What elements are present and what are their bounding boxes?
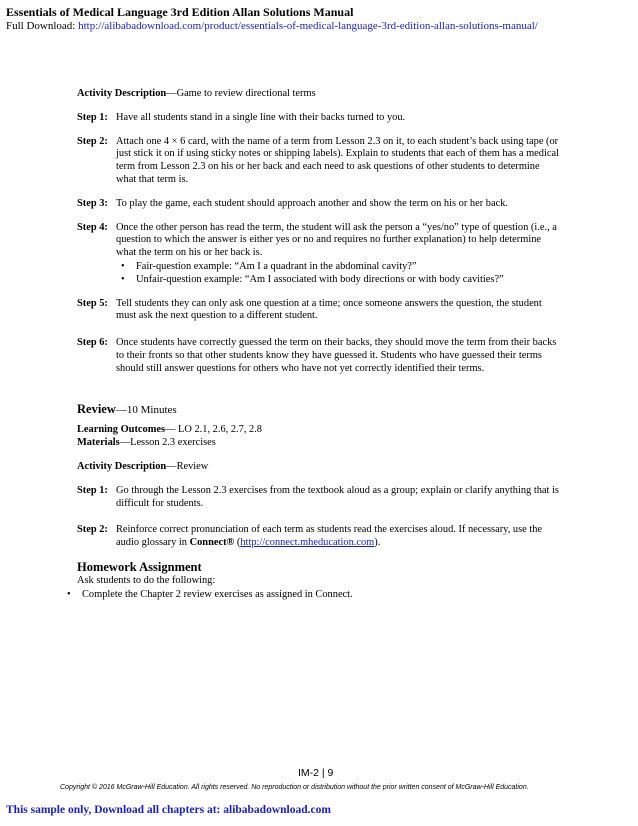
review-activity-label: Activity Description [77,460,167,472]
step-label: Step 6: [77,337,108,349]
review-activity-text: —Review [166,460,209,472]
step-text: Go through the Lesson 2.3 exercises from the textbook aloud as a group; explain or clarify anything that is difficult for students. [116,484,559,509]
step-4 [77,222,559,287]
homework-intro: Ask students to do the following: [77,574,216,586]
step-text: Once the other person has read the term, the student will ask the person a “yes/no” type of question (i.e., a question to which the answer is either yes or no and requires no further explanation) to help determine what the term on his or her back is. [116,221,557,259]
step-2 [77,136,559,187]
step-label: Step 3: [77,197,108,209]
activity-description [77,88,559,101]
step-text: Attach one 4 × 6 card, with the name of a term from Lesson 2.3 on it, to each student’s back using tape (or just stick it on if using sticky notes or shipping labels). Explain to students that each of them has a medical term from Lesson 2.3 on his or her back and each need to ask questions of other students to determine what that term is. [116,135,559,185]
homework-list [62,589,559,602]
activity-description-text: —Game to review directional terms [166,88,316,99]
step-5 [77,298,559,324]
connect-link[interactable]: http://connect.mheducation.com [240,537,375,549]
example-list [116,261,559,287]
download-link[interactable]: http://alibabadownload.com/product/essentials-of-medical-language-3rd-edition-allan-solutions-manual/ [78,20,538,32]
review-step-1 [77,485,559,511]
step-label: Step 5: [77,297,108,309]
homework-heading: Homework Assignment [77,559,202,574]
review-heading: Review—10 Minutes [77,401,177,416]
sample-download-notice[interactable]: This sample only, Download all chapters at: alibabadownload.com [6,804,331,816]
step-3 [77,198,559,211]
list-item: • Fair-question example: “Am I a quadrant in the abdominal cavity?” [116,261,559,274]
page-number: IM-2 | 9 [298,767,334,779]
review-activity-description [77,461,559,474]
page-content [77,88,559,601]
step-label: Step 4: [77,221,108,233]
copyright-notice: Copyright © 2016 McGraw-Hill Education. All rights reserved. No reproduction or distribution without the prior written consent of McGraw-Hill Education. [60,784,529,791]
activity-description-label: Activity Description [77,88,167,99]
materials-label: Materials [77,437,120,449]
download-line [6,20,538,32]
step-text: Once students have correctly guessed the term on their backs, they should move the term from their backs to their fronts so that other students know they have guessed it. Students who have guessed their terms should still answer questions for others who have not yet correctly identified their terms. [116,337,557,374]
step-1 [77,112,559,125]
list-item: • Unfair-question example: “Am I associated with body directions or with body cavities?” [116,274,559,287]
materials-text: —Lesson 2.3 exercises [119,437,216,449]
connect-label: Connect® [189,537,235,549]
learning-outcomes-text: — LO 2.1, 2.6, 2.7, 2.8 [165,424,263,436]
review-duration: —10 Minutes [115,403,177,416]
learning-outcomes [77,424,559,437]
step-label: Step 1: [77,111,108,123]
step-label: Step 2: [77,524,108,536]
review-step-2: Step 2: Reinforce correct pronunciation of each term as students read the exercises aloud. If necessary, use the audio glossary in Connect® (http://connect.mheducation.com). [77,524,543,549]
step-text: To play the game, each student should approach another and show the term on his or her back. [116,197,508,209]
list-item: • Complete the Chapter 2 review exercises as assigned in Connect. [62,589,559,602]
document-title: Essentials of Medical Language 3rd Edition Allan Solutions Manual [6,5,354,19]
step-label: Step 2: [77,135,108,147]
step-label: Step 1: [77,484,108,496]
step-text: Tell students they can only ask one question at a time; once someone answers the question, the student must ask the next question to a different student. [116,297,542,322]
step-text: Have all students stand in a single line with their backs turned to you. [116,111,406,123]
learning-outcomes-label: Learning Outcomes [77,424,166,436]
download-label: Full Download: [6,20,79,32]
step-6 [77,337,559,375]
step-text: Reinforce correct pronunciation of each term as students read the exercises aloud. If necessary, use the audio glossary in [116,524,543,549]
materials [77,437,559,450]
